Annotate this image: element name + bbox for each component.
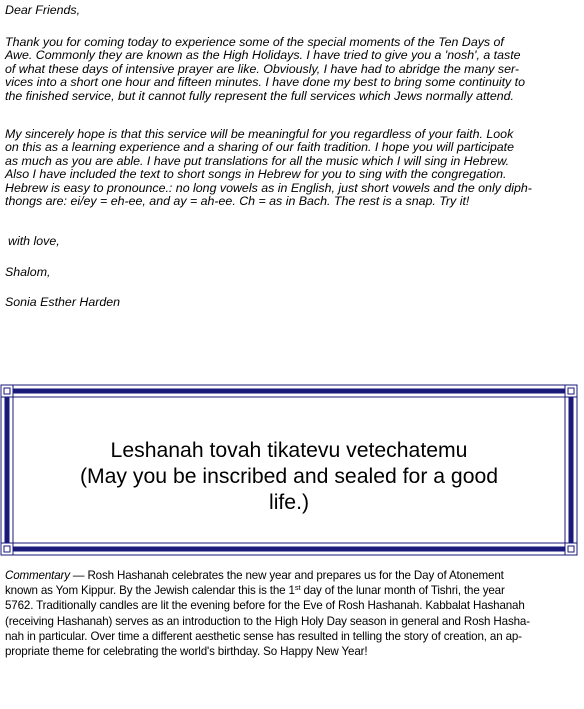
commentary-label: Commentary [5, 569, 70, 582]
paragraph-line: vices into a short one hour and fifteen minutes. I have done my best to bring some continuity to [5, 75, 526, 90]
commentary-line: (receiving Hashanah) serves as an introduction to the High Holy Day season in general and Rosh Hasha- [5, 614, 530, 628]
salutation: Dear Friends, [5, 3, 81, 17]
corner-ornament [1, 385, 13, 397]
commentary-line [5, 568, 577, 583]
banner-translation-line: (May you be inscribed and sealed for a good [79, 465, 499, 488]
corner-ornament [1, 543, 13, 555]
corner-ornament [565, 543, 577, 555]
banner-translation-line: life.) [268, 491, 310, 514]
corner-ornament [565, 385, 577, 397]
commentary-text: known as Yom Kippur. By the Jewish calendar this is the 1 [5, 584, 295, 598]
paragraph-line: as much as you are able. I have put translations for all the music which I will sing in Hebrew. [5, 153, 510, 168]
paragraph-line: Hebrew is easy to pronounce.: no long vowels as in English, just short vowels and the only diph- [5, 180, 532, 195]
paragraph-line: My sincerely hope is that this service will be meaningful for you regardless of your faith. Look [5, 127, 514, 141]
paragraph-line: of what these days of intensive prayer are like. Obviously, I have had to abridge the many ser- [5, 61, 520, 76]
banner-frame [0, 384, 578, 556]
commentary-text: day of the lunar month of Tishri, the year [300, 584, 505, 598]
paragraph-line: Thank you for coming today to experience some of the special moments of the Ten Days of [5, 35, 504, 49]
commentary-line: nah in particular. Over time a different aesthetic sense has resulted in telling the story of creation, an ap- [5, 629, 522, 643]
paragraph-line: thongs are: ei/ey = eh-ee, and ay = ah-ee. Ch = as in Bach. The rest is a snap. Try it! [5, 194, 470, 209]
paragraph-line: the finished service, but it cannot fully represent the full services which Jews normally attend. [5, 88, 514, 103]
paragraph-line: on this as a learning experience and a sharing of our faith tradition. I hope you will participate [5, 140, 515, 155]
banner-title: Leshanah tovah tikatevu vetechatemu [110, 439, 468, 462]
commentary-text: — Rosh Hashanah celebrates the new year and prepares us for the Day of Atonement [69, 569, 504, 582]
paragraph-line: Also I have included the text to short songs in Hebrew for you to sing with the congregation. [5, 167, 507, 182]
commentary-line: propriate theme for celebrating the world's birthday. So Happy New Year! [5, 645, 368, 659]
banner-text [20, 438, 558, 516]
commentary-line: 5762. Traditionally candles are lit the evening before for the Eve of Rosh Hashanah. Kabbalat Hashanah [5, 599, 525, 613]
commentary [5, 568, 577, 659]
closing: with love, [8, 234, 60, 248]
farewell: Shalom, [5, 265, 51, 279]
paragraph-line: Awe. Commonly they are known as the High Holidays. I have tried to give you a 'nosh', a taste [5, 48, 521, 63]
letter-paragraph-1 [5, 36, 577, 103]
commentary-line [5, 583, 577, 598]
signature: Sonia Esther Harden [5, 295, 121, 309]
letter-paragraph-2 [5, 128, 577, 208]
ordinal-suffix: st [294, 583, 301, 593]
